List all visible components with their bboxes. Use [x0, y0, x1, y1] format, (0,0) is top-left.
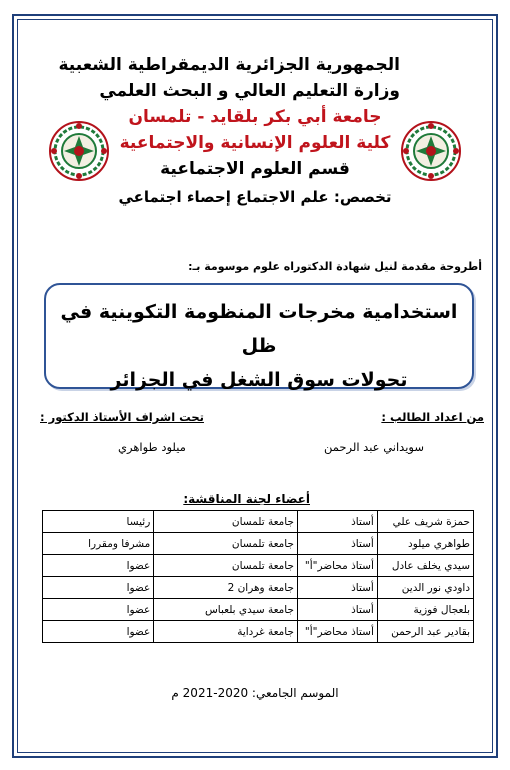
member-rank: أستاذ محاضر"أ" [297, 555, 377, 577]
committee-row [43, 511, 474, 533]
committee-table-body [43, 511, 474, 643]
member-rank: أستاذ [297, 533, 377, 555]
student-name: سويداني عبد الرحمن [323, 440, 424, 454]
thesis-title-box [44, 283, 474, 389]
committee-title: أعضاء لجنة المناقشة: [183, 492, 310, 506]
department-name: قسم العلوم الاجتماعية [160, 159, 350, 179]
academic-season: الموسم الجامعي: 2020-2021 م [171, 686, 339, 700]
specialty-value: علم الاجتماع إحصاء اجتماعي [118, 188, 329, 206]
member-role: مشرفا ومقررا [43, 533, 154, 555]
faculty-name: كلية العلوم الإنسانية والاجتماعية [119, 133, 391, 153]
committee-row [43, 555, 474, 577]
thesis-intro: أطروحة مقدمة لنيل شهادة الدكتوراه علوم موسومة بـ: [188, 260, 482, 273]
member-name: بقادير عبد الرحمن [377, 621, 473, 643]
ministry-name: وزارة التعليم العالي و البحث العلمي [99, 81, 400, 101]
supervisor-label: تحت اشراف الأستاذ الدكتور : [40, 410, 204, 424]
member-role: عضوا [43, 599, 154, 621]
member-rank: أستاذ [297, 577, 377, 599]
member-rank: أستاذ [297, 511, 377, 533]
university-name: جامعة أبي بكر بلقايد - تلمسان [128, 107, 382, 127]
member-role: رئيسا [43, 511, 154, 533]
thesis-title-line-2: تحولات سوق الشغل في الجزائر [110, 369, 408, 391]
member-role: عضوا [43, 621, 154, 643]
member-name: داودي نور الدين [377, 577, 473, 599]
member-institution: جامعة سيدي بلعباس [154, 599, 298, 621]
thesis-title-line-1: استخدامية مخرجات المنظومة التكوينية في ظل [60, 301, 458, 357]
committee-row [43, 533, 474, 555]
member-institution: جامعة تلمسان [154, 511, 298, 533]
member-institution: جامعة تلمسان [154, 533, 298, 555]
student-label: من اعداد الطالب : [381, 410, 484, 424]
member-rank: أستاذ [297, 599, 377, 621]
member-rank: أستاذ محاضر"أ" [297, 621, 377, 643]
committee-row [43, 621, 474, 643]
member-name: طواهري ميلود [377, 533, 473, 555]
committee-row [43, 577, 474, 599]
member-name: حمزة شريف علي [377, 511, 473, 533]
committee-table [42, 510, 474, 643]
member-role: عضوا [43, 555, 154, 577]
member-name: بلعجال فوزية [377, 599, 473, 621]
member-institution: جامعة غرداية [154, 621, 298, 643]
member-role: عضوا [43, 577, 154, 599]
specialty-line [110, 184, 400, 210]
university-emblem-left [48, 120, 110, 182]
institution-header [58, 52, 400, 210]
specialty-label: تخصص: [333, 188, 392, 206]
committee-row [43, 599, 474, 621]
member-institution: جامعة وهران 2 [154, 577, 298, 599]
supervisor-name: ميلود طواهري [118, 440, 186, 454]
member-institution: جامعة تلمسان [154, 555, 298, 577]
member-name: سيدي يخلف عادل [377, 555, 473, 577]
republic-name: الجمهورية الجزائرية الديمقراطية الشعبية [58, 55, 400, 75]
university-emblem-right [400, 120, 462, 182]
